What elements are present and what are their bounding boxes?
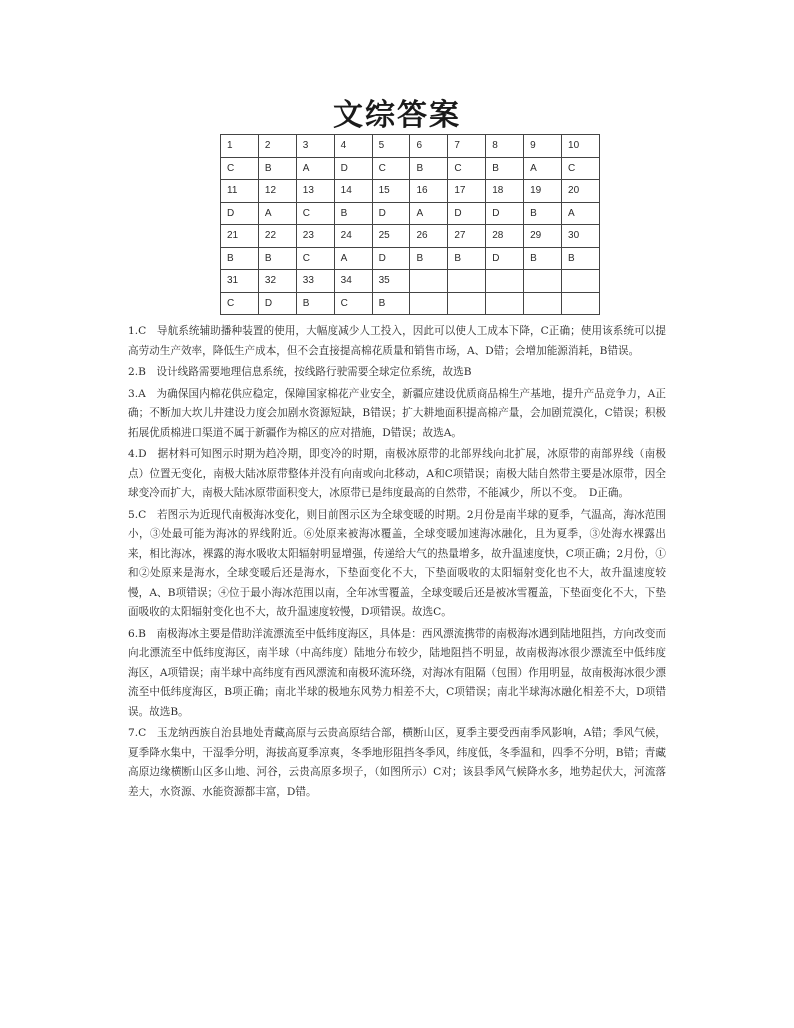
answer-row — [221, 292, 600, 315]
question-number-cell: 29 — [524, 225, 562, 248]
question-number-cell: 25 — [372, 225, 410, 248]
question-number-cell: 27 — [448, 225, 486, 248]
answer-cell: C — [372, 157, 410, 180]
answer-cell: A — [524, 157, 562, 180]
question-number-cell: 24 — [334, 225, 372, 248]
question-number-cell: 14 — [334, 180, 372, 203]
question-number-cell: 9 — [524, 135, 562, 158]
answer-cell: D — [372, 247, 410, 270]
answer-cell: B — [410, 157, 448, 180]
explanation-paragraph: 3.A 为确保国内棉花供应稳定，保障国家棉花产业安全，新疆应建设优质商品棉生产基地，提升产品竞争力，A正确；不断加大坎儿井建设力度会加剧水资源短缺，B错误；扩大耕地面积提高棉产量，会加剧荒漠化，C错误；积极拓展优质棉进口渠道不属于新疆作为棉区的应对措施，D错误；故选A。 — [128, 387, 666, 439]
answer-cell: C — [334, 292, 372, 315]
answer-cell: B — [221, 247, 259, 270]
answer-cell — [524, 292, 562, 315]
question-number-cell: 5 — [372, 135, 410, 158]
question-number-cell: 21 — [221, 225, 259, 248]
answer-cell: C — [296, 247, 334, 270]
explanation-paragraph: 4.D 据材料可知图示时期为趋冷期，即变冷的时期，南极冰原带的北部界线向北扩展，冰原带的南部界线（南极点）位置无变化，南极大陆冰原带整体并没有向南或向北移动，A和C项错误；南极大陆自然带主要是冰原带，因全球变冷而扩大，南极大陆冰原带面积变大，冰原带已是纬度最高的自然带，不能减少，所以不变。 D正确。 — [128, 448, 666, 499]
question-number-cell: 35 — [372, 270, 410, 293]
question-number-cell: 31 — [221, 270, 259, 293]
question-number-cell: 4 — [334, 135, 372, 158]
question-number-cell: 8 — [486, 135, 524, 158]
answer-cell: D — [334, 157, 372, 180]
answer-cell — [562, 292, 600, 315]
question-number-cell: 22 — [258, 225, 296, 248]
answer-cell: A — [562, 202, 600, 225]
question-number-cell: 20 — [562, 180, 600, 203]
answer-cell: B — [448, 247, 486, 270]
question-number-cell: 16 — [410, 180, 448, 203]
answer-cell — [448, 292, 486, 315]
question-number-cell — [524, 270, 562, 293]
question-number-cell: 3 — [296, 135, 334, 158]
question-number-row — [221, 270, 600, 293]
answer-cell — [486, 292, 524, 315]
answer-cell: D — [486, 202, 524, 225]
question-number-cell: 11 — [221, 180, 259, 203]
explanations — [128, 322, 666, 804]
question-number-cell: 17 — [448, 180, 486, 203]
question-number-cell: 2 — [258, 135, 296, 158]
question-number-cell: 33 — [296, 270, 334, 293]
answer-row — [221, 202, 600, 225]
answer-cell: C — [448, 157, 486, 180]
answer-cell: C — [296, 202, 334, 225]
answer-cell: B — [524, 247, 562, 270]
answer-table — [220, 134, 600, 315]
question-number-cell: 30 — [562, 225, 600, 248]
answer-cell: D — [221, 202, 259, 225]
explanation-paragraph: 1.C 导航系统辅助播种装置的使用，大幅度减少人工投入，因此可以使人工成本下降，C正确；使用该系统可以提高劳动生产效率，降低生产成本，但不会直接提高棉花质量和销售市场，A、D错；会增加能源消耗，B错误。 — [128, 325, 666, 357]
answer-cell: B — [410, 247, 448, 270]
answer-cell: D — [258, 292, 296, 315]
answer-cell: C — [562, 157, 600, 180]
answer-cell: B — [562, 247, 600, 270]
question-number-cell: 34 — [334, 270, 372, 293]
question-number-cell: 19 — [524, 180, 562, 203]
question-number-cell: 7 — [448, 135, 486, 158]
question-number-cell — [410, 270, 448, 293]
question-number-row — [221, 135, 600, 158]
answer-row — [221, 157, 600, 180]
question-number-cell: 12 — [258, 180, 296, 203]
question-number-cell — [448, 270, 486, 293]
answer-cell: B — [524, 202, 562, 225]
answer-cell: A — [410, 202, 448, 225]
answer-cell: B — [296, 292, 334, 315]
answer-cell: A — [296, 157, 334, 180]
answer-cell: A — [258, 202, 296, 225]
answer-cell: B — [486, 157, 524, 180]
question-number-cell: 26 — [410, 225, 448, 248]
question-number-row — [221, 225, 600, 248]
question-number-cell: 18 — [486, 180, 524, 203]
answer-cell: A — [334, 247, 372, 270]
question-number-cell — [486, 270, 524, 293]
answer-row — [221, 247, 600, 270]
question-number-cell: 6 — [410, 135, 448, 158]
answer-cell: D — [372, 202, 410, 225]
explanation-paragraph: 5.C 若图示为近现代南极海冰变化，则目前图示区为全球变暖的时期。2月份是南半球的夏季，气温高，海冰范围小，③处最可能为海冰的界线附近。⑥处原来被海冰覆盖，全球变暖加速海冰融化，且为夏季，③处海水裸露出来，相比海冰，裸露的海水吸收太阳辐射明显增强，传递给大气的热量增多，故升温速度快，C项正确；2月份，①和②处原来是海水，全球变暖后还是海水，下垫面变化不大，下垫面吸收的太阳辐射变化也不大，故升温速度较慢，A、B项错误；④位于最小海冰范围以南，全年冰雪覆盖，全球变暖后还是被冰雪覆盖，下垫面变化不大，下垫面吸收的太阳辐射变化也不大，故升温速度较慢，D项错误。故选C。 — [128, 508, 666, 618]
question-number-cell: 15 — [372, 180, 410, 203]
answer-cell: D — [448, 202, 486, 225]
explanation-paragraph: 7.C 玉龙纳西族自治县地处青藏高原与云贵高原结合部，横断山区，夏季主要受西南季风影响，A错；季风气候，夏季降水集中，干湿季分明，海拔高夏季凉爽，冬季地形阻挡冬季风，纬度低，冬季温和，四季不分明，B错；青藏高原边缘横断山区多山地、河谷，云贵高原多坝子，（如图所示）C对；该县季风气候降水多，地势起伏大，河流落差大，水资源、水能资源都丰富，D错。 — [128, 727, 666, 798]
question-number-cell — [562, 270, 600, 293]
question-number-cell: 13 — [296, 180, 334, 203]
question-number-cell: 28 — [486, 225, 524, 248]
page-title: 文综答案 — [333, 98, 461, 133]
answer-cell: B — [258, 157, 296, 180]
explanation-paragraph: 2.B 设计线路需要地理信息系统，按线路行驶需要全球定位系统，故选B — [128, 366, 472, 378]
question-number-cell: 1 — [221, 135, 259, 158]
answer-cell: B — [258, 247, 296, 270]
answer-cell: C — [221, 157, 259, 180]
answer-cell — [410, 292, 448, 315]
explanation-paragraph: 6.B 南极海冰主要是借助洋流漂流至中低纬度海区，具体是：西风漂流携带的南极海冰遇到陆地阻挡，方向改变而向北漂流至中低纬度海区，南半球（中高纬度）陆地分布较少，陆地阻挡不明显，故南极海冰很少漂流至中低纬度海区，A项错误；南半球中高纬度有西风漂流和南极环流环绕，对海冰有阻隔（包围）作用明显，故南极海冰很少漂流至中低纬度海区，B项正确；南北半球的极地东风势力相差不大，C项错误；南北半球海冰融化相差不大，D项错误。故选B。 — [128, 627, 666, 718]
answer-cell: B — [372, 292, 410, 315]
question-number-cell: 23 — [296, 225, 334, 248]
answer-cell: D — [486, 247, 524, 270]
question-number-cell: 10 — [562, 135, 600, 158]
question-number-row — [221, 180, 600, 203]
answer-cell: B — [334, 202, 372, 225]
question-number-cell: 32 — [258, 270, 296, 293]
answer-cell: C — [221, 292, 259, 315]
